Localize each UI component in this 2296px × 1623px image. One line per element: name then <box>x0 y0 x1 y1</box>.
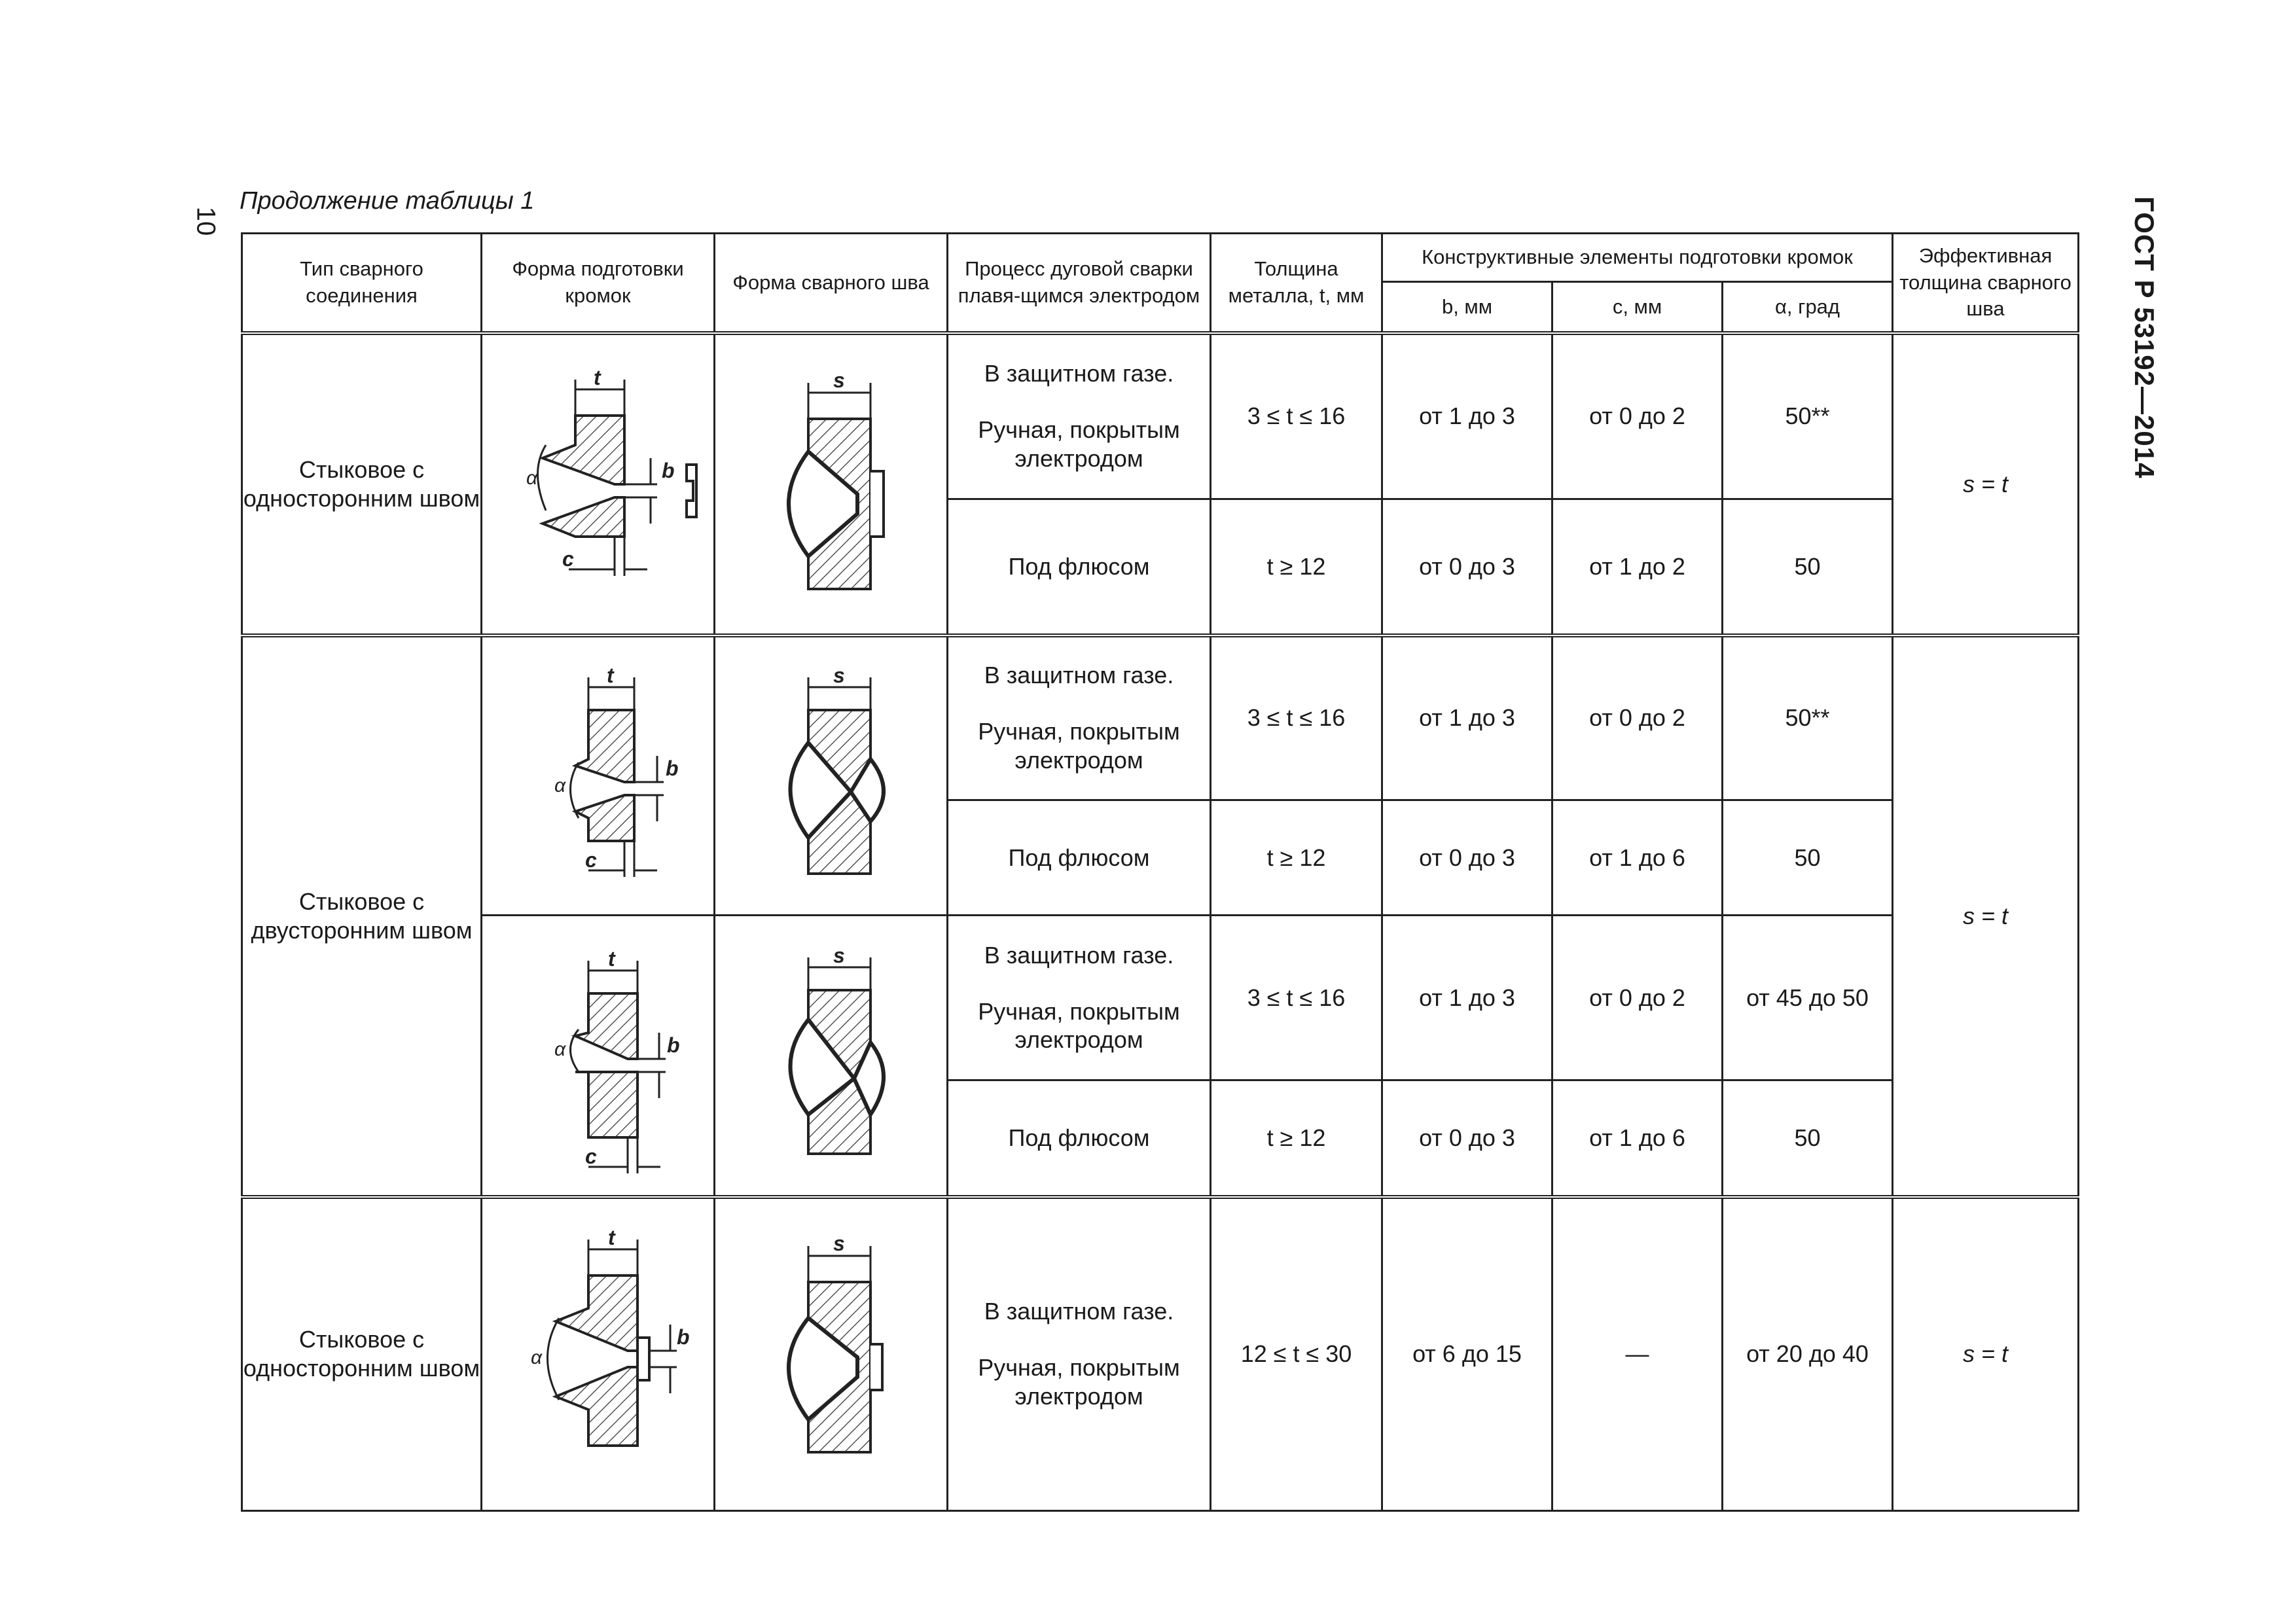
dim-t-label: t <box>606 664 614 688</box>
alpha-value-cell: 50 <box>1723 1080 1893 1197</box>
thickness-cell: t ≥ 12 <box>1211 1080 1382 1197</box>
edge-prep-sketch <box>482 1197 715 1511</box>
c-value-cell: от 0 до 2 <box>1552 916 1723 1080</box>
dim-alpha-label: α <box>530 1347 542 1369</box>
c-value-cell: от 1 до 6 <box>1552 1080 1723 1197</box>
dim-t-label: t <box>593 365 601 389</box>
dim-b-label: b <box>666 1033 680 1057</box>
header-c: с, мм <box>1552 282 1723 333</box>
header-thickness: Толщина металла, t, мм <box>1211 234 1382 333</box>
effective-thickness-cell: s = t <box>1893 635 2079 1197</box>
c-value-cell: от 1 до 6 <box>1552 800 1723 916</box>
process-cell: Под флюсом <box>948 800 1211 916</box>
weld-shape-sketch <box>715 916 948 1197</box>
header-process: Процесс дуговой сварки плавя-щимся электродом <box>948 234 1211 333</box>
header-weld-shape: Форма сварного шва <box>715 234 948 333</box>
b-value-cell: от 0 до 3 <box>1382 800 1552 916</box>
b-value-cell: от 0 до 3 <box>1382 1080 1552 1197</box>
c-value-cell: от 1 до 2 <box>1552 499 1723 635</box>
alpha-value-cell: 50** <box>1723 333 1893 499</box>
effective-thickness-cell: s = t <box>1893 1197 2079 1511</box>
c-value-cell: от 0 до 2 <box>1552 635 1723 800</box>
dim-s-label: s <box>833 1232 845 1256</box>
effective-thickness-cell: s = t <box>1893 333 2079 635</box>
header-elements-group: Конструктивные элементы подготовки кромок <box>1382 234 1893 282</box>
c-value-cell: от 0 до 2 <box>1552 333 1723 499</box>
page-number: 10 <box>191 206 221 236</box>
weld-shape-sketch <box>715 333 948 635</box>
dim-alpha-label: α <box>554 1038 565 1060</box>
thickness-cell: t ≥ 12 <box>1211 499 1382 635</box>
dim-t-label: t <box>607 946 615 971</box>
alpha-value-cell: 50** <box>1723 635 1893 800</box>
thickness-cell: 12 ≤ t ≤ 30 <box>1211 1197 1382 1511</box>
edge-prep-sketch <box>482 635 715 916</box>
weld-shape-sketch <box>715 1197 948 1511</box>
joint-type-cell: Стыковое с двусторонним швом <box>242 635 482 1197</box>
edge-prep-sketch <box>482 916 715 1197</box>
edge-prep-sketch <box>482 333 715 635</box>
c-value-cell: — <box>1552 1197 1723 1511</box>
dim-c-label: c <box>584 1144 597 1168</box>
table-caption: Продолжение таблицы 1 <box>240 187 535 215</box>
dim-c-label: c <box>584 848 597 872</box>
header-alpha: α, град <box>1723 282 1893 333</box>
joint-type-cell: Стыковое с односторонним швом <box>242 333 482 635</box>
dim-t-label: t <box>607 1226 615 1250</box>
process-cell: В защитном газе. Ручная, покрытым электродом <box>948 333 1211 499</box>
thickness-cell: t ≥ 12 <box>1211 800 1382 916</box>
standard-designation: ГОСТ Р 53192—2014 <box>2129 196 2160 479</box>
dim-b-label: b <box>665 757 679 781</box>
dim-s-label: s <box>833 368 845 392</box>
process-cell: Под флюсом <box>948 499 1211 635</box>
dim-s-label: s <box>833 943 845 967</box>
alpha-value-cell: 50 <box>1723 499 1893 635</box>
alpha-value-cell: 50 <box>1723 800 1893 916</box>
alpha-value-cell: от 20 до 40 <box>1723 1197 1893 1511</box>
thickness-cell: 3 ≤ t ≤ 16 <box>1211 333 1382 499</box>
alpha-value-cell: от 45 до 50 <box>1723 916 1893 1080</box>
joint-type-cell: Стыковое с односторонним швом <box>242 1197 482 1511</box>
header-b: b, мм <box>1382 282 1552 333</box>
dim-b-label: b <box>676 1325 690 1349</box>
process-cell: В защитном газе. Ручная, покрытым электродом <box>948 916 1211 1080</box>
dim-b-label: b <box>661 458 675 482</box>
header-effective-thickness: Эффективная толщина сварного шва <box>1893 234 2079 333</box>
b-value-cell: от 6 до 15 <box>1382 1197 1552 1511</box>
dim-alpha-label: α <box>554 775 565 797</box>
weld-shape-sketch <box>715 635 948 916</box>
process-cell: Под флюсом <box>948 1080 1211 1197</box>
process-cell: В защитном газе. Ручная, покрытым электродом <box>948 1197 1211 1511</box>
thickness-cell: 3 ≤ t ≤ 16 <box>1211 635 1382 800</box>
process-cell: В защитном газе. Ручная, покрытым электродом <box>948 635 1211 800</box>
dim-s-label: s <box>833 664 845 688</box>
b-value-cell: от 1 до 3 <box>1382 916 1552 1080</box>
dim-alpha-label: α <box>526 467 537 489</box>
b-value-cell: от 0 до 3 <box>1382 499 1552 635</box>
header-joint-type: Тип сварного соединения <box>242 234 482 333</box>
b-value-cell: от 1 до 3 <box>1382 333 1552 499</box>
dim-c-label: c <box>562 546 574 571</box>
thickness-cell: 3 ≤ t ≤ 16 <box>1211 916 1382 1080</box>
weld-joint-table <box>241 232 2079 1512</box>
header-edge-prep: Форма подготовки кромок <box>482 234 715 333</box>
b-value-cell: от 1 до 3 <box>1382 635 1552 800</box>
